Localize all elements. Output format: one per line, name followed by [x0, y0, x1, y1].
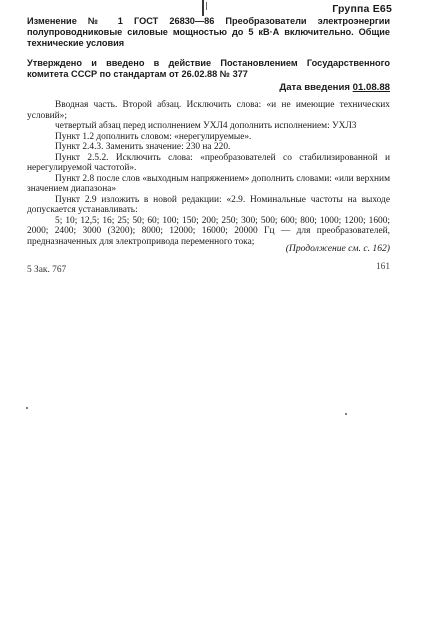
print-order-mark: 5 Зак. 767: [27, 265, 67, 275]
paragraph: Пункт 2.8 после слов «выходным напряжением» дополнить словами: «или верхним значением диапазона»: [27, 173, 390, 194]
continuation-note: (Продолжение см. с. 162): [285, 243, 390, 254]
paragraph: Пункт 2.4.3. Заменить значение: 230 на 220.: [55, 142, 231, 152]
paragraph: Пункт 1.2 дополнить словом: «нерегулируемые».: [55, 131, 252, 142]
group-label: Группа Е65: [332, 3, 392, 15]
scan-speck: [26, 407, 28, 409]
paragraph: Пункт 2.5.2. Исключить слова: «преобразователей со стабилизированной и нерегулируемой частотой».: [27, 152, 390, 173]
introduction-date: [279, 82, 390, 93]
amendment-body: [27, 100, 390, 247]
paragraph: 5; 10; 12,5; 16; 25; 50; 60; 100; 150; 200; 250; 300; 500; 600; 800; 1000; 1200; 1600; 2000; 2400; 3000 (3200); 8000; 12000; 16000; 20000 Гц — для преобразователей, предназначенных для электропривода переменного тока;: [27, 215, 390, 247]
approval-statement: Утверждено и введено в действие Постановлением Государственного комитета СССР по стандартам от 26.02.88 № 377: [27, 58, 390, 80]
scan-mark: [206, 2, 207, 10]
scan-speck: [345, 413, 347, 415]
amendment-heading: Изменение № 1 ГОСТ 26830—86 Преобразователи электроэнергии полупроводниковые силовые мощностью до 5 кВ·А включительно. Общие технические условия: [27, 16, 390, 49]
page-number: 161: [375, 262, 390, 272]
scan-mark: [202, 0, 204, 16]
paragraph: Пункт 2.9 изложить в новой редакции: «2.9. Номинальные частоты на выходе допускается устанавливать:: [27, 194, 390, 215]
introduction-date-label: Дата введения: [279, 82, 350, 93]
paragraph: четвертый абзац перед исполнением УХЛ4 дополнить исполнением: УХЛ3: [55, 121, 357, 131]
paragraph: Вводная часть. Второй абзац. Исключить слова: «и не имеющие технических условий»;: [27, 100, 390, 121]
introduction-date-value: 01.08.88: [352, 82, 390, 93]
